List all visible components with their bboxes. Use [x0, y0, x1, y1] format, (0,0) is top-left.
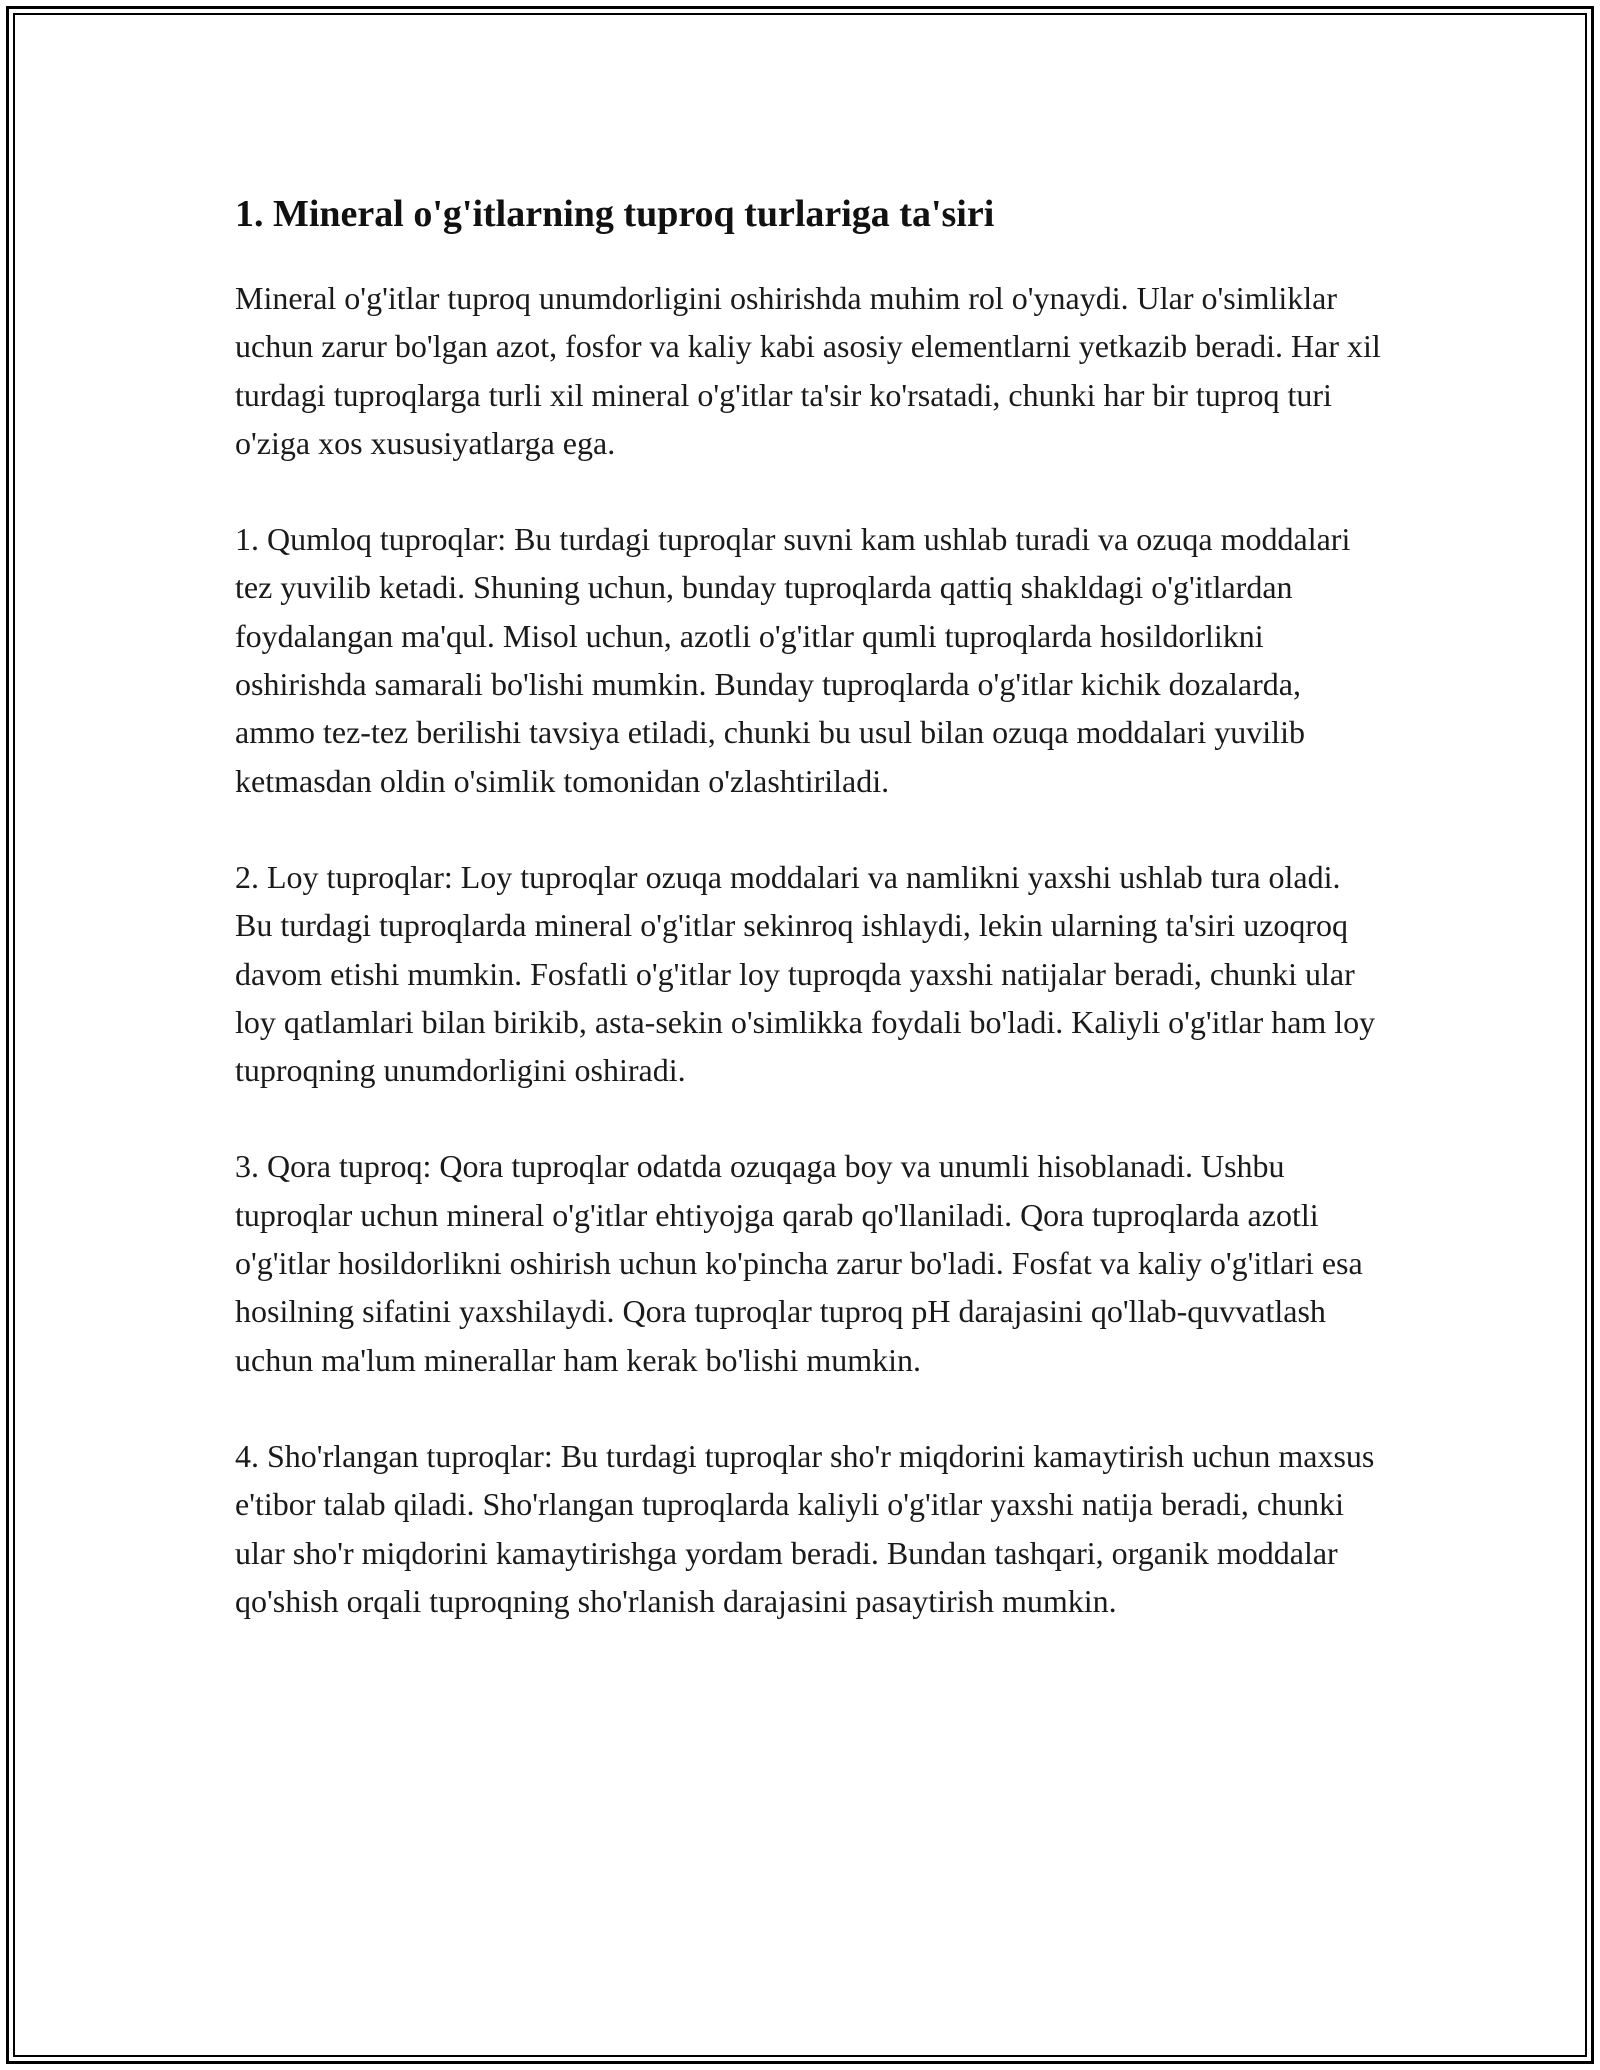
paragraph-saline-soils: 4. Sho'rlangan tuproqlar: Bu turdagi tuproqlar sho'r miqdorini kamaytirish uchun maxsus e'tibor talab qiladi. Sho'rlangan tuproqlarda kaliyli o'g'itlar yaxshi natija beradi, chunki ular sho'r miqdorini kamaytirishga yordam beradi. Bundan tashqari, organik moddalar qo'shish orqali tuproqning sho'rlanish darajasini pasaytirish mumkin.: [235, 1437, 1375, 1619]
paragraph-clay-soils: 2. Loy tuproqlar: Loy tuproqlar ozuqa moddalari va namlikni yaxshi ushlab tura oladi. Bu turdagi tuproqlarda mineral o'g'itlar sekinroq ishlaydi, lekin ularning ta'siri uzoqroq davom etishi mumkin. Fosfatli o'g'itlar loy tuproqda yaxshi natijalar beradi, chunki ular loy qatlamlari bilan birikib, asta-sekin o'simlikka foydali bo'ladi. Kaliyli o'g'itlar ham loy tuproqning unumdorligini oshiradi.: [235, 858, 1376, 1089]
paragraph-intro: Mineral o'g'itlar tuproq unumdorligini oshirishda muhim rol o'ynaydi. Ular o'simliklar uchun zarur bo'lgan azot, fosfor va kaliy kabi asosiy elementlarni yetkazib beradi. Har xil turdagi tuproqlarga turli xil mineral o'g'itlar ta'sir ko'rsatadi, chunki har bir tuproq turi o'ziga xos xususiyatlarga ega.: [235, 280, 1381, 461]
paragraph-sandy-soils: 1. Qumloq tuproqlar: Bu turdagi tuproqlar suvni kam ushlab turadi va ozuqa moddalari tez yuvilib ketadi. Shuning uchun, bunday tuproqlarda qattiq shakldagi o'g'itlardan foydalangan ma'qul. Misol uchun, azotli o'g'itlar qumli tuproqlarda hosildorlikni oshirishda samarali bo'lishi mumkin. Bunday tuproqlarda o'g'itlar kichik dozalarda, ammo tez-tez berilishi tavsiya etiladi, chunki bu usul bilan ozuqa moddalari yuvilib ketmasdan oldin o'simlik tomonidan o'zlashtiriladi.: [235, 521, 1351, 799]
paragraph-black-soil: 3. Qora tuproq: Qora tuproqlar odatda ozuqaga boy va unumli hisoblanadi. Ushbu tuproqlar uchun mineral o'g'itlar ehtiyojga qarab qo'llaniladi. Qora tuproqlarda azotli o'g'itlar hosildorlikni oshirish uchun ko'pincha zarur bo'ladi. Fosfat va kaliy o'g'itlari esa hosilning sifatini yaxshilaydi. Qora tuproqlar tuproq pH darajasini qo'llab-quvvatlash uchun ma'lum minerallar ham kerak bo'lishi mumkin.: [235, 1148, 1363, 1378]
section-heading: 1. Mineral o'g'itlarning tuproq turlariga ta'siri: [235, 193, 995, 235]
document-body: [235, 186, 1385, 1625]
